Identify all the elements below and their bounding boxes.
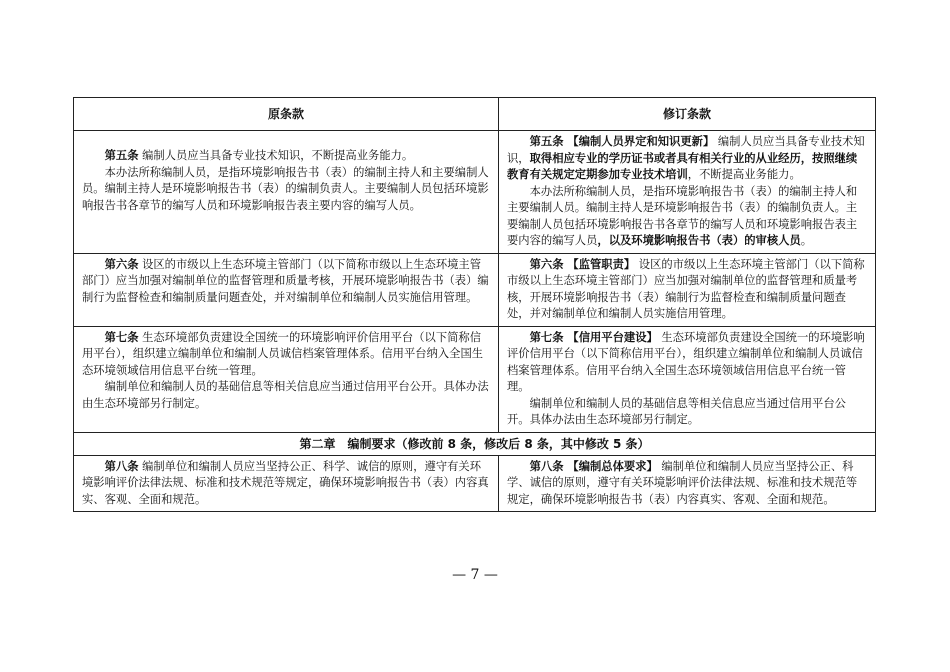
header-revised: 修订条款 (499, 98, 876, 131)
revision-comparison-table (73, 97, 876, 512)
page-number: — 7 — (452, 567, 498, 583)
revised-cell (499, 326, 876, 432)
paragraph: 第七条 【信用平台建设】 生态环境部负责建设全国统一的环境影响评价信用平台（以下简称信用平台），组织建立编制单位和编制人员诚信档案管理体系。信用平台纳入全国生态环境领域信用信息平台统一管理。 (507, 330, 865, 393)
revised-cell (499, 455, 876, 512)
paragraph: 编制单位和编制人员的基础信息等相关信息应当通过信用平台公开。具体办法由生态环境部另行制定。 (82, 380, 489, 410)
paragraph: 第八条 编制单位和编制人员应当坚持公正、科学、诚信的原则，遵守有关环境影响评价法律法规、标准和技术规范等规定，确保环境影响报告书（表）内容真实、客观、全面和规范。 (82, 459, 489, 506)
paragraph: 第六条 【监管职责】 设区的市级以上生态环境主管部门（以下简称市级以上生态环境主管部门）应当加强对编制单位的监督管理和质量考核，开展环境影响报告书（表）编制行为监督检查和编制质量问题查处，并对编制单位和编制人员实施信用管理。 (507, 257, 865, 320)
original-cell (74, 253, 499, 326)
original-cell (74, 326, 499, 432)
chapter-heading: 第二章 编制要求（修改前 8 条，修改后 8 条，其中修改 5 条） (74, 432, 876, 455)
revised-cell (499, 131, 876, 254)
original-cell (74, 131, 499, 254)
table-row (74, 131, 876, 254)
paragraph: 第五条 编制人员应当具备专业技术知识，不断提高业务能力。 (104, 149, 414, 162)
paragraph: 本办法所称编制人员，是指环境影响报告书（表）的编制主持人和主要编制人员。编制主持人是环境影响报告书（表）的编制负责人。主要编制人员包括环境影响报告书各章节的编写人员和环境影响报告表主要内容的编写人员，以及环境影响报告书（表）的审核人员。 (507, 184, 858, 247)
original-cell (74, 455, 499, 512)
chapter-heading-row (74, 432, 876, 455)
paragraph: 第七条 生态环境部负责建设全国统一的环境影响评价信用平台（以下简称信用平台），组织建立编制单位和编制人员诚信档案管理体系。信用平台纳入全国生态环境领域信用信息平台统一管理。 (82, 330, 484, 377)
table-row (74, 253, 876, 326)
paragraph: 第八条 【编制总体要求】 编制单位和编制人员应当坚持公正、科学、诚信的原则，遵守有关环境影响评价法律法规、标准和技术规范等规定，确保环境影响报告书（表）内容真实、客观、全面和规范。 (507, 459, 858, 506)
revised-cell (499, 253, 876, 326)
paragraph: 本办法所称编制人员，是指环境影响报告书（表）的编制主持人和主要编制人员。编制主持人是环境影响报告书（表）的编制负责人。主要编制人员包括环境影响报告书各章节的编写人员和环境影响报告表主要内容的编写人员。 (82, 165, 489, 212)
paragraph: 编制单位和编制人员的基础信息等相关信息应当通过信用平台公开。具体办法由生态环境部另行制定。 (507, 396, 846, 426)
paragraph: 第六条 设区的市级以上生态环境主管部门（以下简称市级以上生态环境主管部门）应当加强对编制单位的监督管理和质量考核，开展环境影响报告书（表）编制行为监督检查和编制质量问题查处，并对编制单位和编制人员实施信用管理。 (82, 257, 489, 304)
paragraph: 第五条 【编制人员界定和知识更新】 编制人员应当具备专业技术知识，取得相应专业的学历证书或者具有相关行业的从业经历，按照继续教育有关规定定期参加专业技术培训，不断提高业务能力。 (507, 135, 865, 181)
table-row (74, 326, 876, 432)
table-header-row (74, 98, 876, 131)
header-original: 原条款 (74, 98, 499, 131)
table-row (74, 455, 876, 512)
